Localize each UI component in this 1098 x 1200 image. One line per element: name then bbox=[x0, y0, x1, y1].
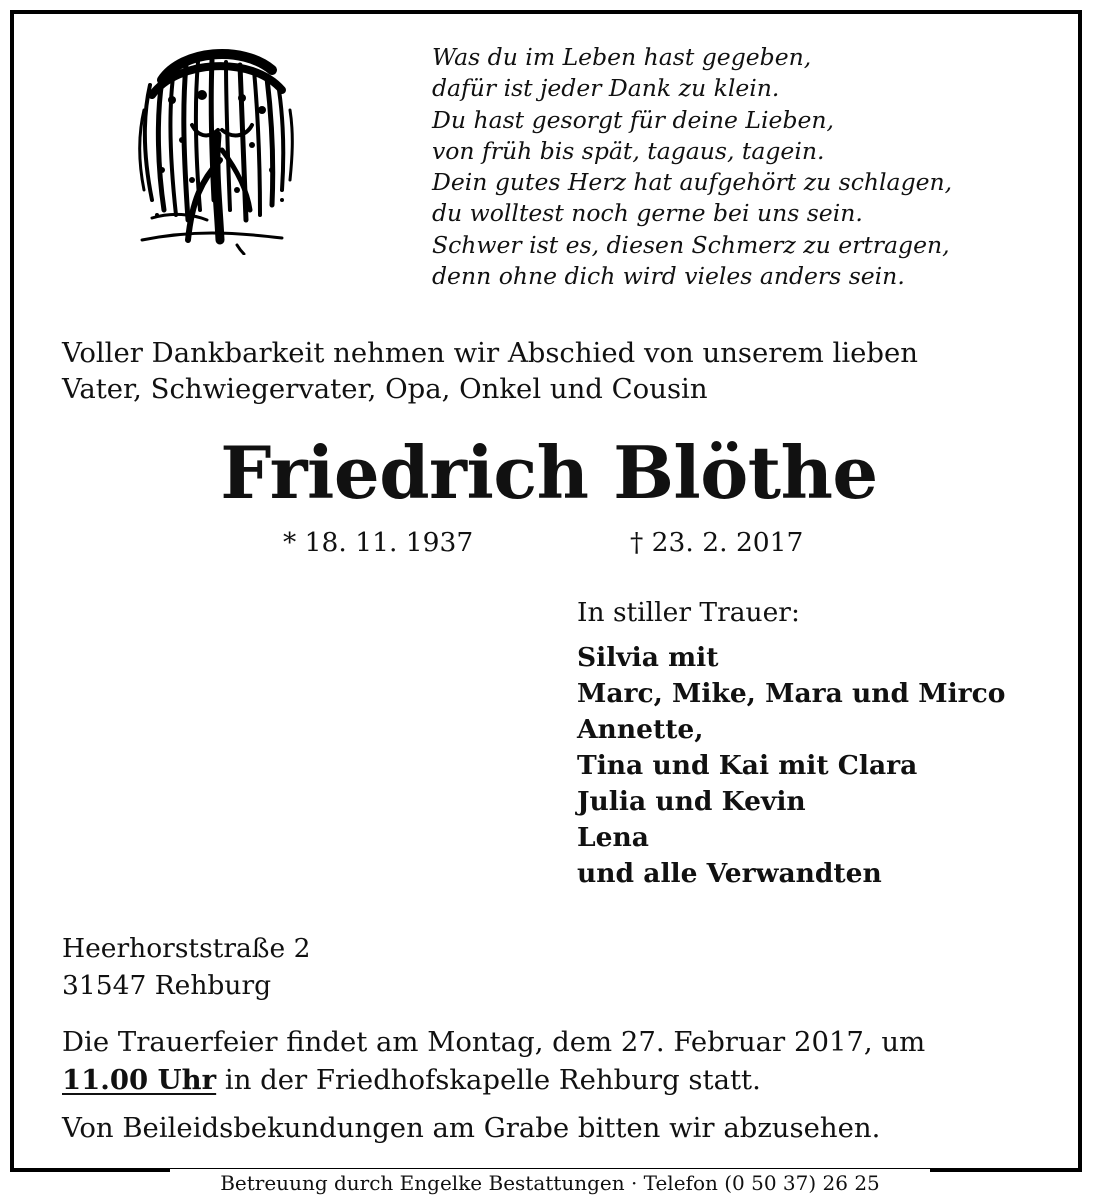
funeral-time: 11.00 Uhr bbox=[62, 1064, 217, 1096]
mourner-line: Julia und Kevin bbox=[577, 786, 806, 817]
address-street: Heerhorststraße 2 bbox=[62, 933, 311, 964]
mourner-line: und alle Verwandten bbox=[577, 858, 882, 889]
poem-line: Dein gutes Herz hat aufgehört zu schlagen, bbox=[432, 168, 953, 197]
mourning-label: In stiller Trauer: bbox=[577, 597, 800, 628]
mourner-line: Tina und Kai mit Clara bbox=[577, 750, 918, 781]
death-date: † 23. 2. 2017 bbox=[630, 527, 804, 558]
address bbox=[62, 930, 310, 1004]
poem-line: du wolltest noch gerne bei uns sein. bbox=[432, 199, 863, 228]
footer-undertaker: Betreuung durch Engelke Bestattungen · Telefon (0 50 37) 26 25 bbox=[170, 1169, 930, 1197]
poem-line: dafür ist jeder Dank zu klein. bbox=[432, 74, 780, 103]
birth-date: * 18. 11. 1937 bbox=[283, 527, 474, 558]
address-city: 31547 Rehburg bbox=[62, 970, 272, 1001]
funeral-location: in der Friedhofskapelle Rehburg statt. bbox=[216, 1064, 761, 1096]
funeral-info bbox=[62, 1023, 1072, 1099]
mourner-line: Marc, Mike, Mara und Mirco bbox=[577, 678, 1006, 709]
mourner-line: Silvia mit bbox=[577, 642, 719, 673]
intro-line: Voller Dankbarkeit nehmen wir Abschied von unserem lieben bbox=[62, 337, 919, 369]
funeral-line: Die Trauerfeier findet am Montag, dem 27. Februar 2017, um bbox=[62, 1026, 926, 1058]
poem-line: Du hast gesorgt für deine Lieben, bbox=[432, 105, 835, 134]
intro-text bbox=[62, 335, 1062, 407]
poem-line: denn ohne dich wird vieles anders sein. bbox=[432, 262, 905, 291]
mourner-line: Lena bbox=[577, 822, 649, 853]
poem-line: Schwer ist es, diesen Schmerz zu ertragen, bbox=[432, 230, 950, 259]
mourner-line: Annette, bbox=[577, 714, 704, 745]
poem bbox=[432, 42, 1032, 292]
poem-line: Was du im Leben hast gegeben, bbox=[432, 43, 812, 71]
mourners-list bbox=[577, 640, 1005, 892]
weeping-willow-icon bbox=[122, 40, 300, 255]
condolence-note: Von Beileidsbekundungen am Grabe bitten wir abzusehen. bbox=[62, 1112, 881, 1144]
funeral-line bbox=[62, 1061, 1072, 1099]
poem-line: von früh bis spät, tagaus, tagein. bbox=[432, 136, 825, 165]
intro-line: Vater, Schwiegervater, Opa, Onkel und Cousin bbox=[62, 373, 708, 405]
deceased-name: Friedrich Blöthe bbox=[220, 430, 878, 515]
